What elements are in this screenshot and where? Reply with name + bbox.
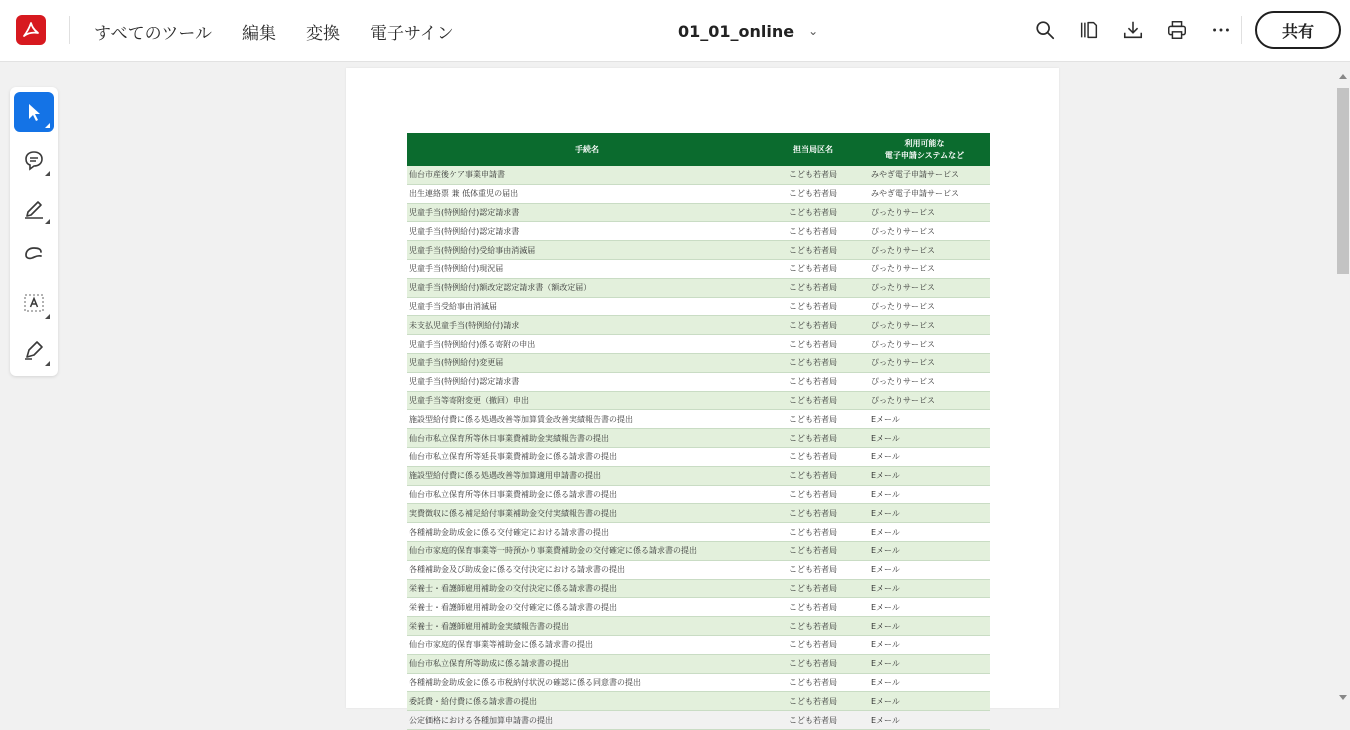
cell-procedure-name: 児童手当(特例給付)認定請求書 bbox=[407, 203, 767, 222]
left-toolbar bbox=[10, 87, 58, 376]
comment-icon bbox=[22, 148, 46, 172]
scroll-down-arrow-icon[interactable] bbox=[1339, 695, 1347, 700]
cell-department: こども若者局 bbox=[767, 184, 859, 203]
table-row bbox=[407, 203, 990, 222]
cell-department: こども若者局 bbox=[767, 579, 859, 598]
cell-e-application-system: ぴったりサービス bbox=[859, 222, 990, 241]
cell-department: こども若者局 bbox=[767, 391, 859, 410]
table-row bbox=[407, 617, 990, 636]
header-e-application-system: 利用可能な 電子申請システムなど bbox=[859, 133, 990, 166]
cell-department: こども若者局 bbox=[767, 353, 859, 372]
highlight-tool[interactable] bbox=[14, 188, 54, 228]
menu-edit[interactable]: 編集 bbox=[241, 23, 276, 44]
cell-procedure-name: 児童手当(特例給付)認定請求書 bbox=[407, 222, 767, 241]
cell-department: こども若者局 bbox=[767, 316, 859, 335]
cell-e-application-system: ぴったりサービス bbox=[859, 297, 990, 316]
cell-procedure-name: 仙台市産後ケア事業申請書 bbox=[407, 166, 767, 184]
cell-department: こども若者局 bbox=[767, 598, 859, 617]
table-row bbox=[407, 335, 990, 354]
table-row bbox=[407, 447, 990, 466]
cell-department: こども若者局 bbox=[767, 297, 859, 316]
cell-procedure-name: 仙台市家庭的保育事業等一時預かり事業費補助金の交付確定に係る請求書の提出 bbox=[407, 541, 767, 560]
cell-department: こども若者局 bbox=[767, 673, 859, 692]
table-row bbox=[407, 466, 990, 485]
cell-e-application-system: Eメール bbox=[859, 598, 990, 617]
acrobat-symbol bbox=[21, 20, 41, 40]
print-icon[interactable] bbox=[1162, 15, 1192, 45]
cell-e-application-system: Eメール bbox=[859, 429, 990, 448]
table-row bbox=[407, 692, 990, 711]
cell-procedure-name: 児童手当等寄附変更（撤回）申出 bbox=[407, 391, 767, 410]
cell-department: こども若者局 bbox=[767, 617, 859, 636]
menu-e-sign[interactable]: 電子サイン bbox=[369, 23, 454, 44]
cell-procedure-name: 未支払児童手当(特例給付)請求 bbox=[407, 316, 767, 335]
tool-options-indicator bbox=[45, 314, 50, 319]
acrobat-logo-icon[interactable] bbox=[16, 15, 46, 45]
cell-procedure-name: 児童手当(特例給付)認定請求書 bbox=[407, 372, 767, 391]
cell-department: こども若者局 bbox=[767, 504, 859, 523]
search-icon[interactable] bbox=[1030, 15, 1060, 45]
table-row bbox=[407, 635, 990, 654]
cell-e-application-system: Eメール bbox=[859, 447, 990, 466]
cell-e-application-system: Eメール bbox=[859, 410, 990, 429]
select-tool[interactable] bbox=[14, 92, 54, 132]
table-row bbox=[407, 673, 990, 692]
table-row bbox=[407, 711, 990, 730]
table-row bbox=[407, 297, 990, 316]
cell-e-application-system: ぴったりサービス bbox=[859, 241, 990, 260]
scroll-up-arrow-icon[interactable] bbox=[1339, 74, 1347, 79]
cell-department: こども若者局 bbox=[767, 429, 859, 448]
download-icon[interactable] bbox=[1118, 15, 1148, 45]
cell-e-application-system: ぴったりサービス bbox=[859, 259, 990, 278]
cell-department: こども若者局 bbox=[767, 203, 859, 222]
cell-procedure-name: 仙台市私立保育所等休日事業費補助金実績報告書の提出 bbox=[407, 429, 767, 448]
cell-procedure-name: 児童手当(特例給付)額改定認定請求書（額改定届） bbox=[407, 278, 767, 297]
cell-procedure-name: 委託費・給付費に係る請求書の提出 bbox=[407, 692, 767, 711]
cell-procedure-name: 各種補助金助成金に係る市税納付状況の確認に係る同意書の提出 bbox=[407, 673, 767, 692]
cell-department: こども若者局 bbox=[767, 692, 859, 711]
cell-department: こども若者局 bbox=[767, 485, 859, 504]
cell-procedure-name: 児童手当(特例給付)現況届 bbox=[407, 259, 767, 278]
cell-procedure-name: 児童手当(特例給付)受給事由消滅届 bbox=[407, 241, 767, 260]
cell-e-application-system: ぴったりサービス bbox=[859, 203, 990, 222]
header-department: 担当局区名 bbox=[767, 133, 859, 166]
cell-procedure-name: 栄養士・看護師雇用補助金実績報告書の提出 bbox=[407, 617, 767, 636]
cell-department: こども若者局 bbox=[767, 410, 859, 429]
cell-e-application-system: Eメール bbox=[859, 485, 990, 504]
cell-department: こども若者局 bbox=[767, 222, 859, 241]
share-button[interactable]: 共有 bbox=[1255, 11, 1341, 49]
tool-options-indicator bbox=[45, 171, 50, 176]
table-row bbox=[407, 541, 990, 560]
cell-e-application-system: Eメール bbox=[859, 635, 990, 654]
divider bbox=[1241, 16, 1242, 44]
table-row bbox=[407, 222, 990, 241]
more-icon[interactable] bbox=[1206, 15, 1236, 45]
table-row bbox=[407, 485, 990, 504]
table-row bbox=[407, 278, 990, 297]
page-thumbnails-icon[interactable] bbox=[1074, 15, 1104, 45]
cell-procedure-name: 児童手当(特例給付)係る寄附の申出 bbox=[407, 335, 767, 354]
cell-e-application-system: Eメール bbox=[859, 523, 990, 542]
cursor-arrow-icon bbox=[22, 100, 46, 124]
cell-e-application-system: Eメール bbox=[859, 579, 990, 598]
menu-convert[interactable]: 変換 bbox=[305, 23, 340, 44]
vertical-scrollbar[interactable] bbox=[1336, 68, 1350, 702]
table-row bbox=[407, 579, 990, 598]
cell-procedure-name: 仙台市家庭的保育事業等補助金に係る請求書の提出 bbox=[407, 635, 767, 654]
cell-e-application-system: ぴったりサービス bbox=[859, 335, 990, 354]
table-row bbox=[407, 504, 990, 523]
table-row bbox=[407, 523, 990, 542]
chevron-down-icon: ⌄ bbox=[808, 24, 819, 38]
table-row bbox=[407, 259, 990, 278]
cell-department: こども若者局 bbox=[767, 523, 859, 542]
cell-procedure-name: 実費徴収に係る補足給付事業補助金交付実績報告書の提出 bbox=[407, 504, 767, 523]
document-title-dropdown[interactable] bbox=[678, 0, 818, 62]
table-row bbox=[407, 560, 990, 579]
cell-department: こども若者局 bbox=[767, 541, 859, 560]
tool-options-indicator bbox=[45, 123, 50, 128]
cell-e-application-system: Eメール bbox=[859, 560, 990, 579]
cell-procedure-name: 栄養士・看護師雇用補助金の交付決定に係る請求書の提出 bbox=[407, 579, 767, 598]
cell-procedure-name: 児童手当受給事由消滅届 bbox=[407, 297, 767, 316]
cell-department: こども若者局 bbox=[767, 335, 859, 354]
cell-e-application-system: Eメール bbox=[859, 654, 990, 673]
cell-department: こども若者局 bbox=[767, 447, 859, 466]
cell-e-application-system: Eメール bbox=[859, 692, 990, 711]
cell-e-application-system: Eメール bbox=[859, 541, 990, 560]
cell-department: こども若者局 bbox=[767, 711, 859, 730]
cell-procedure-name: 施設型給付費に係る処遇改善等加算賃金改善実績報告書の提出 bbox=[407, 410, 767, 429]
table-row bbox=[407, 429, 990, 448]
cell-procedure-name: 仙台市私立保育所等休日事業費補助金に係る請求書の提出 bbox=[407, 485, 767, 504]
highlighter-icon bbox=[22, 196, 46, 220]
cell-e-application-system: ぴったりサービス bbox=[859, 353, 990, 372]
table-row bbox=[407, 372, 990, 391]
document-page[interactable] bbox=[346, 68, 1059, 725]
table-body bbox=[407, 166, 990, 729]
signature-pen-icon bbox=[22, 338, 46, 362]
divider bbox=[69, 16, 70, 44]
cell-department: こども若者局 bbox=[767, 241, 859, 260]
text-box-icon bbox=[22, 291, 46, 315]
cell-department: こども若者局 bbox=[767, 278, 859, 297]
cell-procedure-name: 施設型給付費に係る処遇改善等加算適用申請書の提出 bbox=[407, 466, 767, 485]
tool-options-indicator bbox=[45, 219, 50, 224]
table-row bbox=[407, 353, 990, 372]
cell-department: こども若者局 bbox=[767, 372, 859, 391]
cell-e-application-system: みやぎ電子申請サービス bbox=[859, 166, 990, 184]
cell-procedure-name: 各種補助金助成金に係る交付確定における請求書の提出 bbox=[407, 523, 767, 542]
cell-procedure-name: 仙台市私立保育所等延長事業費補助金に係る請求書の提出 bbox=[407, 447, 767, 466]
cell-e-application-system: Eメール bbox=[859, 711, 990, 730]
cell-e-application-system: Eメール bbox=[859, 673, 990, 692]
header-procedure-name: 手続名 bbox=[407, 133, 767, 166]
cell-procedure-name: 公定価格における各種加算申請書の提出 bbox=[407, 711, 767, 730]
table-header-row bbox=[407, 133, 990, 166]
table-row bbox=[407, 166, 990, 184]
comment-tool[interactable] bbox=[14, 140, 54, 180]
procedure-table bbox=[407, 133, 990, 730]
top-toolbar bbox=[1030, 15, 1250, 45]
cell-e-application-system: ぴったりサービス bbox=[859, 278, 990, 297]
cell-department: こども若者局 bbox=[767, 466, 859, 485]
tool-options-indicator bbox=[45, 361, 50, 366]
text-tool[interactable] bbox=[14, 283, 54, 323]
menu-all-tools[interactable]: すべてのツール bbox=[94, 23, 212, 44]
table-row bbox=[407, 316, 990, 335]
cell-department: こども若者局 bbox=[767, 166, 859, 184]
cell-e-application-system: ぴったりサービス bbox=[859, 372, 990, 391]
table-row bbox=[407, 241, 990, 260]
table-row bbox=[407, 391, 990, 410]
cell-procedure-name: 仙台市私立保育所等助成に係る請求書の提出 bbox=[407, 654, 767, 673]
cell-e-application-system: Eメール bbox=[859, 504, 990, 523]
cell-procedure-name: 各種補助金及び助成金に係る交付決定における請求書の提出 bbox=[407, 560, 767, 579]
table-row bbox=[407, 184, 990, 203]
cell-procedure-name: 児童手当(特例給付)変更届 bbox=[407, 353, 767, 372]
cell-department: こども若者局 bbox=[767, 560, 859, 579]
cell-e-application-system: みやぎ電子申請サービス bbox=[859, 184, 990, 203]
main-menu bbox=[94, 0, 484, 62]
cell-e-application-system: Eメール bbox=[859, 466, 990, 485]
table-row bbox=[407, 410, 990, 429]
freehand-draw-icon bbox=[22, 243, 46, 267]
draw-tool[interactable] bbox=[14, 235, 54, 275]
cell-e-application-system: ぴったりサービス bbox=[859, 391, 990, 410]
top-bar bbox=[0, 0, 1350, 62]
cell-procedure-name: 栄養士・看護師雇用補助金の交付確定に係る請求書の提出 bbox=[407, 598, 767, 617]
sign-tool[interactable] bbox=[14, 330, 54, 370]
cell-e-application-system: ぴったりサービス bbox=[859, 316, 990, 335]
table-row bbox=[407, 598, 990, 617]
cell-department: こども若者局 bbox=[767, 654, 859, 673]
cell-department: こども若者局 bbox=[767, 259, 859, 278]
scrollbar-thumb[interactable] bbox=[1337, 88, 1349, 274]
cell-department: こども若者局 bbox=[767, 635, 859, 654]
cell-e-application-system: Eメール bbox=[859, 617, 990, 636]
cell-procedure-name: 出生連絡票 兼 低体重児の届出 bbox=[407, 184, 767, 203]
document-title: 01_01_online bbox=[678, 21, 795, 41]
table-row bbox=[407, 654, 990, 673]
